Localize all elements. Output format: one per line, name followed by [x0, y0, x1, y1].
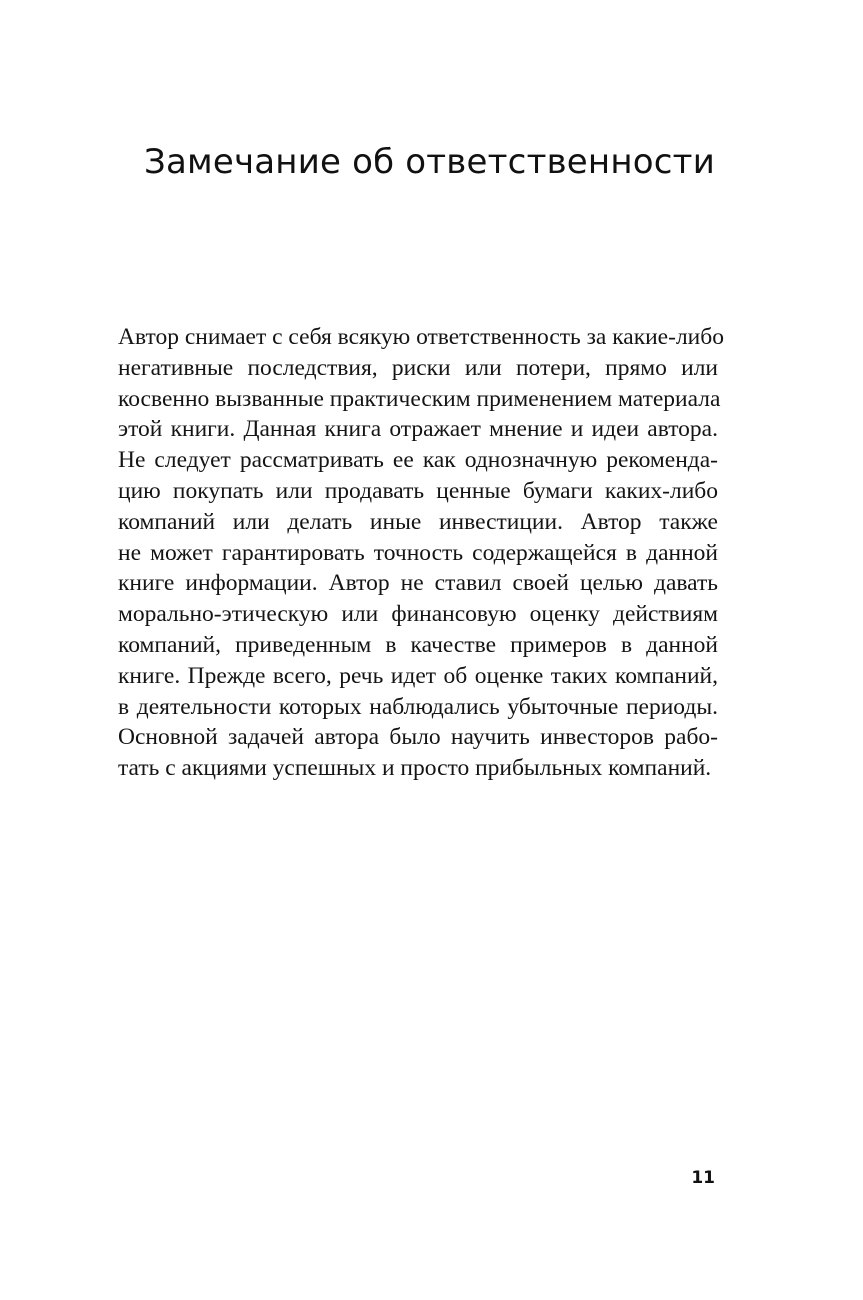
text-line: компаний или делать иные инвестиции. Автор также — [118, 508, 718, 535]
text-line: в деятельности которых наблюдались убыточные периоды. — [118, 693, 718, 720]
page-number: 11 — [691, 1168, 715, 1188]
text-line: негативные последствия, риски или потери, прямо или — [118, 354, 718, 381]
text-line: этой книги. Данная книга отражает мнение и идеи автора. — [118, 416, 718, 443]
disclaimer-paragraph — [118, 322, 724, 784]
text-line: книге информации. Автор не ставил своей целью давать — [118, 570, 718, 597]
text-line: компаний, приведенным в качестве примеров в данной — [118, 631, 718, 658]
text-line: морально-этическую или финансовую оценку действиям — [118, 601, 718, 628]
page-title: Замечание об ответственности — [143, 142, 715, 182]
text-line: не может гарантировать точность содержащейся в данной — [118, 539, 718, 566]
text-line: Основной задачей автора было научить инвесторов рабо- — [118, 724, 718, 751]
text-line: книге. Прежде всего, речь идет об оценке таких компаний, — [118, 662, 718, 689]
text-line: тать с акциями успешных и просто прибыльных компаний. — [118, 755, 712, 782]
text-line: косвенно вызванные практическим применением материала — [118, 385, 721, 412]
text-line: Не следует рассматривать ее как однозначную рекоменда- — [118, 447, 718, 474]
text-line: Автор снимает с себя всякую ответственность за какие-либо — [118, 324, 724, 350]
text-line: цию покупать или продавать ценные бумаги каких-либо — [118, 477, 718, 504]
